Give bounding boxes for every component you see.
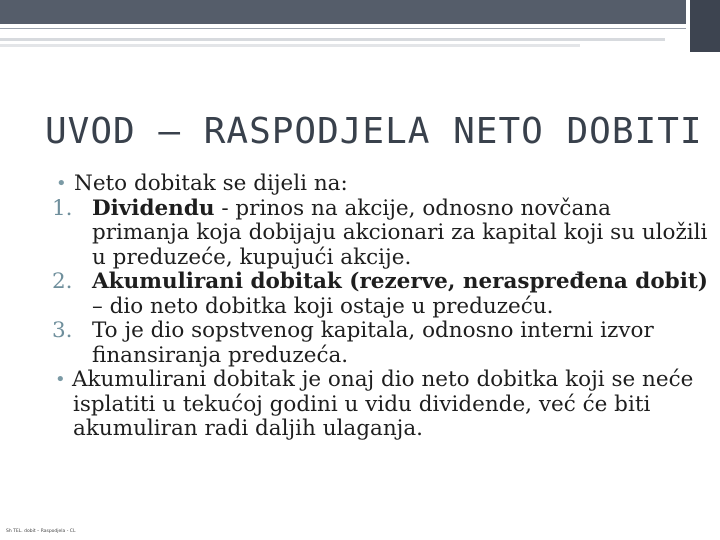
slide-footer: Sh TEL. dobit – Raspodjela - CL [6, 529, 76, 534]
closing-bullet [0, 368, 720, 442]
item-text: – dio neto dobitka koji ostaje u preduzeću. [92, 293, 554, 319]
top-decor-line [0, 44, 580, 47]
bullet-icon: • [55, 369, 66, 390]
top-decor-line [0, 38, 665, 41]
bullet-icon: • [56, 173, 67, 194]
corner-decor-block [690, 0, 720, 52]
item-term: Dividendu [92, 195, 215, 221]
item-number: 1. [52, 195, 73, 221]
intro-bullet [0, 172, 720, 197]
list-item-dividend [0, 197, 720, 271]
item-number: 2. [52, 269, 73, 294]
item-term: Akumulirani dobitak (rezerve, neraspređena dobit) [92, 269, 708, 294]
item-number: 3. [52, 318, 73, 343]
top-decor-line [0, 28, 686, 29]
item-text: To je dio sopstvenog kapitala, odnosno interni izvor finansiranja preduzeća. [92, 318, 654, 368]
top-decor-bar [0, 0, 686, 24]
closing-text: Akumulirani dobitak je onaj dio neto dobitka koji se neće isplatiti u tekućoj godini u vidu dividende, već će biti akumuliran radi daljih ulaganja. [72, 367, 694, 441]
item-text: - prinos na akcije, odnosno novčana primanja koja dobijaju akcionari za kapital koji su uložili u preduzeće, kupujući akcije. [92, 195, 708, 270]
list-item-equity [0, 319, 720, 368]
list-item-retained-earnings [0, 270, 720, 319]
slide-title: UVOD – RASPODJELA NETO DOBITI [45, 111, 703, 152]
slide-body [0, 172, 720, 442]
intro-text: Neto dobitak se dijeli na: [74, 171, 348, 196]
